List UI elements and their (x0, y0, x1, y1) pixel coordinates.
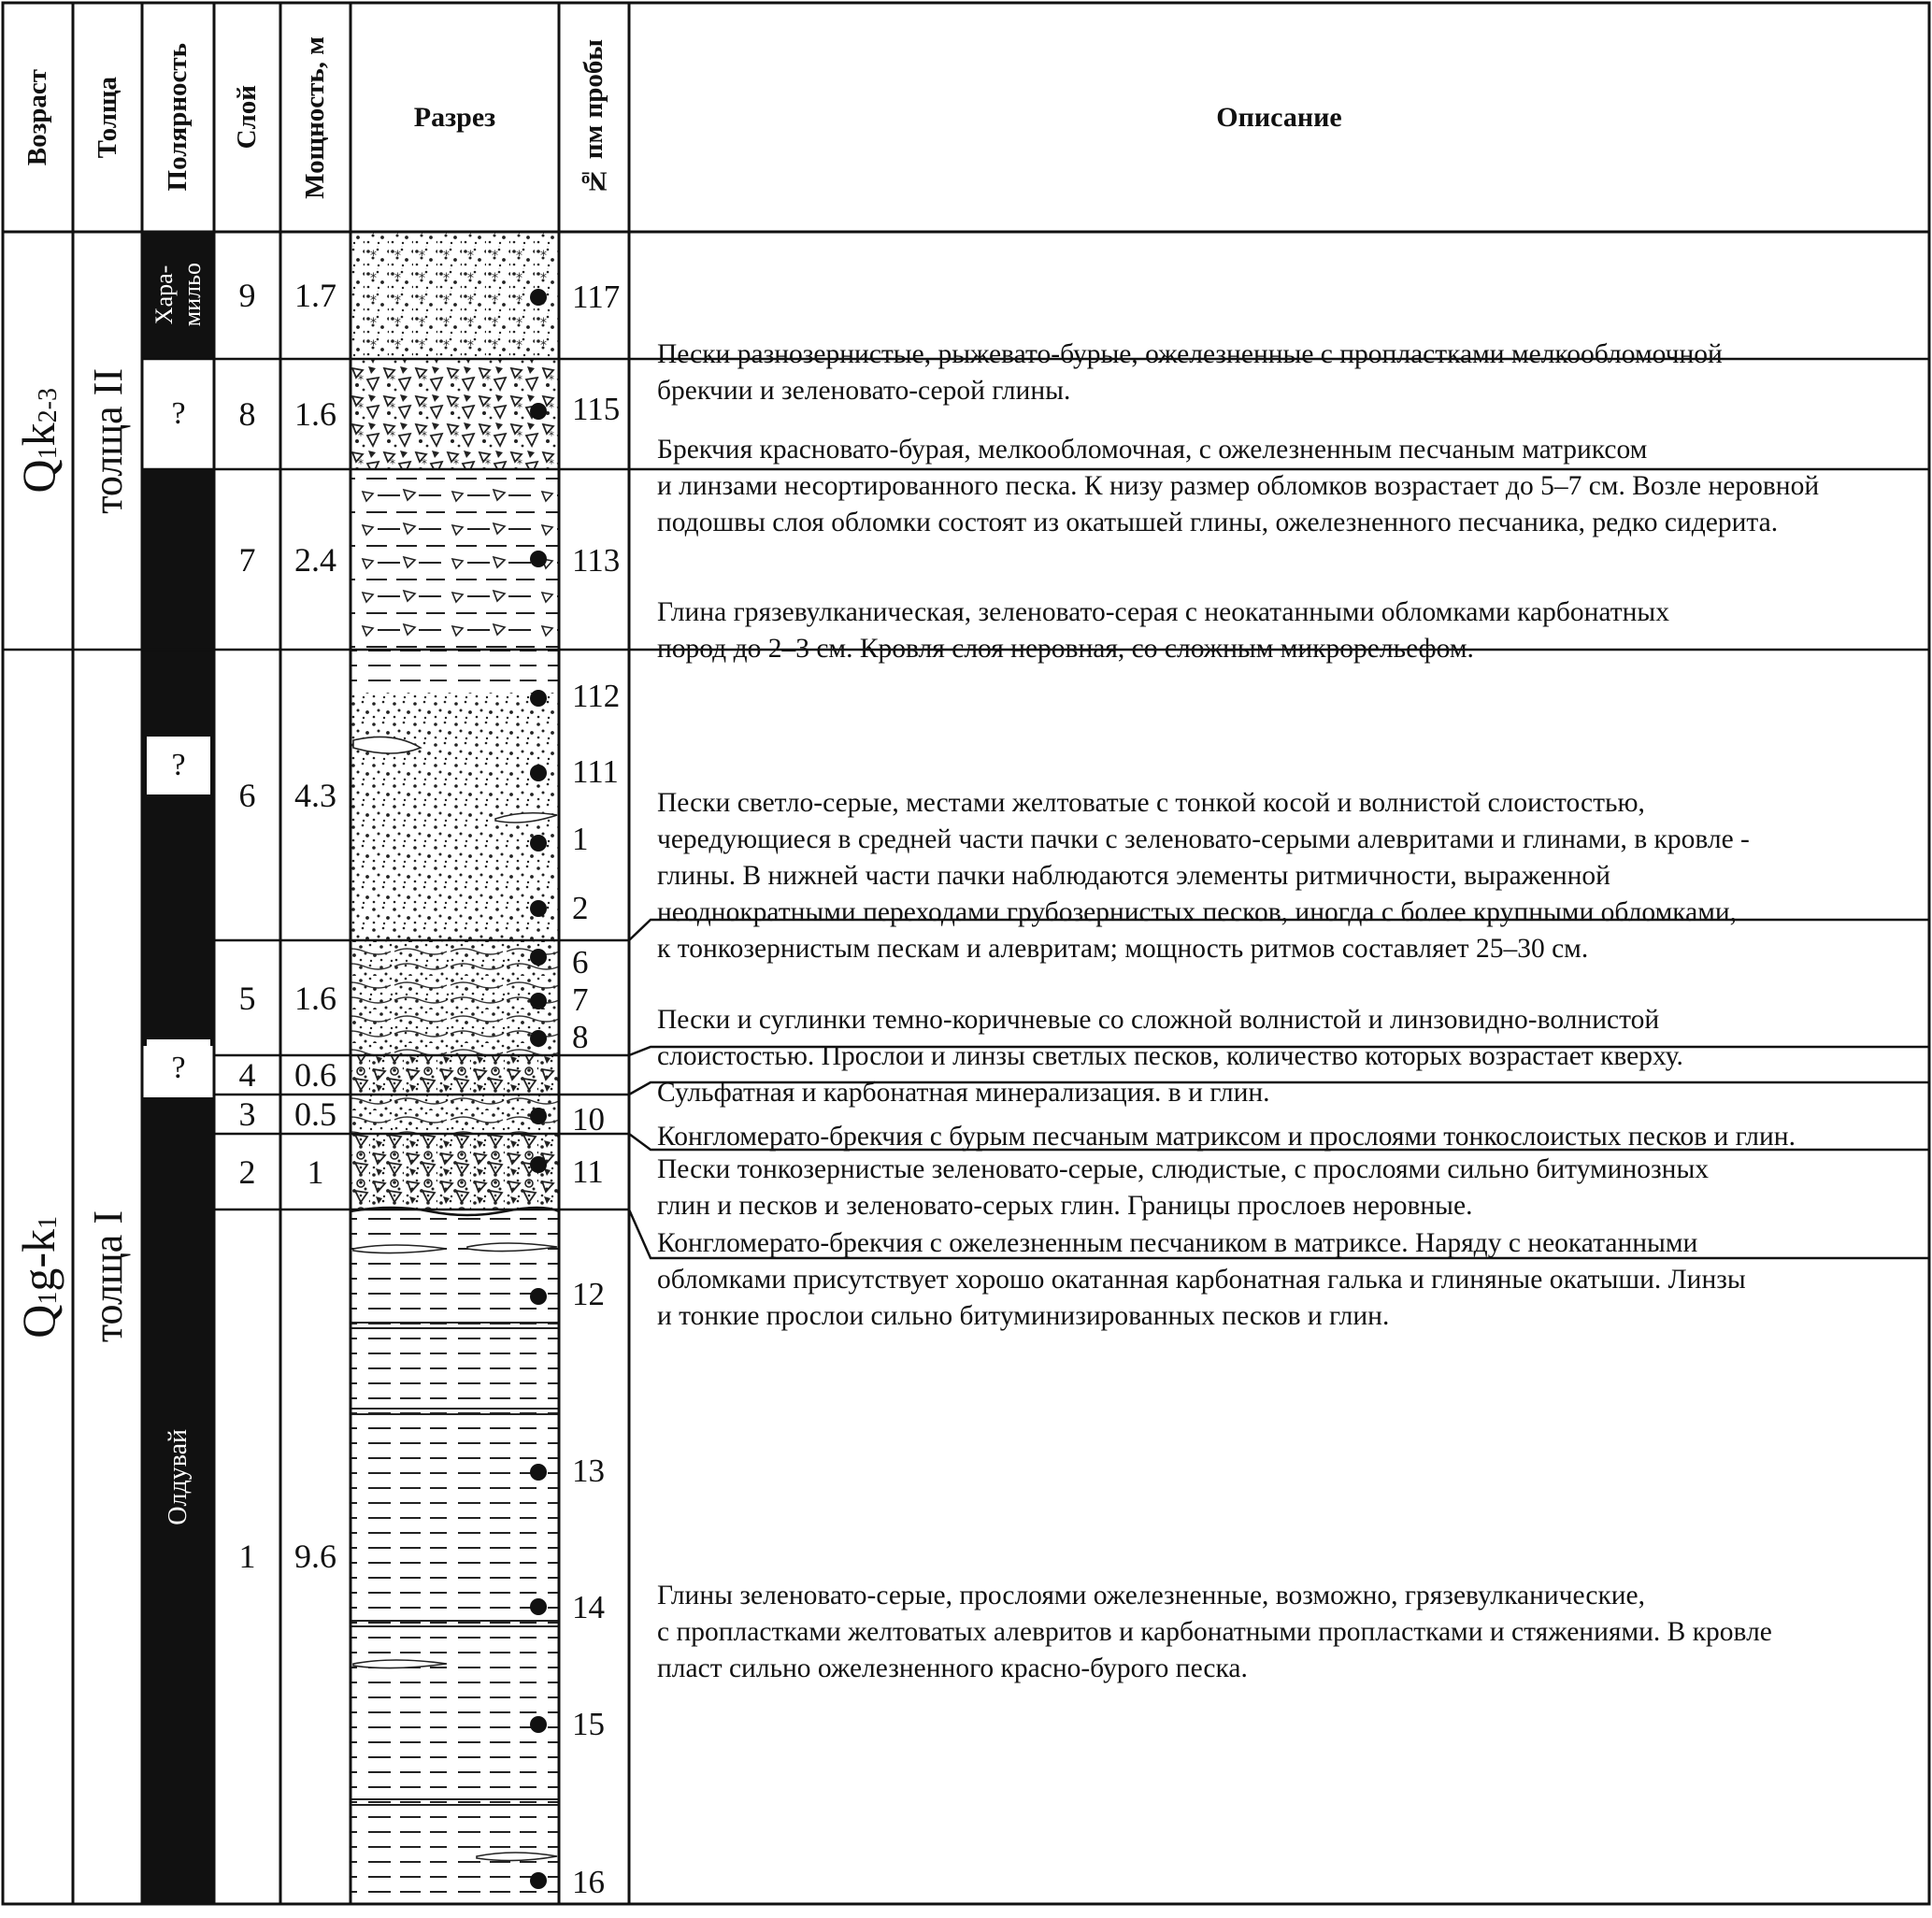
layer-number-4: 4 (238, 1056, 256, 1094)
description-layer-4: Конгломерато-брекчия с бурым песчаным матриксом и прослоями тонкослоистых песков и глин. (657, 1122, 1796, 1152)
layer-thickness-8: 1.6 (294, 395, 336, 433)
polarity-olduvai: Олдувай (163, 1428, 193, 1525)
sample-number: 10 (572, 1101, 605, 1138)
description-layer-9: Пески разнозернистые, рыжевато-бурые, ожелезненные с пропластками мелкообломочной брекчии и зеленовато-серой глины. (657, 339, 1723, 406)
layer-thickness-6: 4.3 (294, 776, 336, 814)
sample-number: 115 (572, 391, 621, 427)
layer-number-1: 1 (238, 1538, 256, 1575)
sample-number: 117 (572, 279, 621, 315)
layer-thickness-3: 0.5 (294, 1095, 336, 1133)
layer-thickness-7: 2.4 (294, 540, 336, 579)
description-layer-5: Пески и суглинки темно-коричневые со сложной волнистой и линзовидно-волнистой слоистостью. Прослои и линзы светлых песков, количество которых возрастает кверху. Сульфатная и карбонатная минерализация. в и глин. (657, 1005, 1683, 1108)
lithology-layer-2 (351, 1134, 559, 1209)
age-label-q1g-k1: $Q_1g-k_1$ (11, 1215, 64, 1338)
header-thickness: Мощность, м (300, 36, 330, 199)
layer-number-6: 6 (238, 776, 256, 814)
lithology-layer-7 (351, 469, 559, 650)
description-layer-1: Глины зеленовато-серые, прослоями ожелезненные, возможно, грязевулканические, с пропластками желтоватых алевритов и карбонатными пропластками и стяжениями. В кровле пласт сильно ожелезненного красно-бурого песка. (657, 1581, 1772, 1683)
sample-number: 15 (572, 1706, 605, 1742)
description-layer-8: Брекчия красновато-бурая, мелкообломочная, с ожелезненным песчаным матриксом и линзами несортированного песка. К низу размер обломков возрастает до 5–7 см. Возле неровной подошвы слоя обломки состоят из окатышей глины, ожелезненного песчаника, редко сидерита. (657, 435, 1820, 537)
lithology-layer-8 (351, 359, 559, 469)
polarity-unknown-3: ? (147, 1039, 210, 1097)
description-layer-6: Пески светло-серые, местами желтоватые с тонкой косой и волнистой слоистостью, чередующиеся в средней части пачки с зеленовато-серыми алевритами и глинами, в кровле - глины. В нижней части пачки наблюдаются элементы ритмичности, выраженной неоднократными переходами грубозернистых песков, иногда с более крупными обломками, к тонкозернистым пескам и алевритам; мощность ритмов составляет 25–30 см. (657, 788, 1750, 964)
lithology-layer-6-top (351, 650, 559, 693)
header-section: Разрез (413, 101, 496, 133)
unit-label-1: толща I (84, 1210, 131, 1343)
lithology-layer-5 (351, 940, 559, 1055)
header-description: Описание (1216, 101, 1342, 133)
lithology-layer-3 (351, 1095, 559, 1134)
unit-label-2: толща II (84, 367, 131, 514)
sample-number: 6 (572, 944, 589, 980)
header-age: Возраст (22, 68, 52, 166)
layer-number-3: 3 (238, 1095, 256, 1133)
description-layer-2: Конгломерато-брекчия с ожелезненным песчаником в матриксе. Наряду с неокатанными обломками присутствует хорошо окатанная карбонатная галька и глиняные окатыши. Линзы и тонкие прослои сильно битуминизированных песков и глин. (657, 1228, 1746, 1331)
age-label-q1k2-3: $Q_1k_{2-3}$ (11, 388, 64, 494)
sample-number: 112 (572, 678, 621, 714)
layer-number-5: 5 (238, 979, 256, 1017)
layer-thickness-5: 1.6 (294, 979, 336, 1017)
sample-number: 7 (572, 981, 589, 1018)
layer-thickness-2: 1 (307, 1152, 324, 1191)
sample-number: 16 (572, 1864, 605, 1900)
layer-thickness-4: 0.6 (294, 1056, 336, 1094)
description-layer-7: Глина грязевулканическая, зеленовато-серая с неокатанными обломками карбонатных пород до 2–3 см. Кровля слоя неровная, со сложным микрорельефом. (657, 597, 1670, 664)
sample-number: 113 (572, 542, 621, 579)
polarity-unknown-1: ? (147, 385, 210, 443)
header-layer: Слой (232, 85, 262, 150)
layer-thickness-1: 9.6 (294, 1538, 336, 1575)
sample-number: 12 (572, 1276, 605, 1312)
sample-number: 14 (572, 1589, 605, 1625)
header-sample: № пм пробы (579, 38, 608, 196)
layer-number-8: 8 (238, 395, 256, 433)
lithology-layer-4 (351, 1055, 559, 1095)
layer-number-9: 9 (238, 277, 256, 314)
polarity-jaramillo: Хара- мильо (150, 263, 206, 327)
layer-number-7: 7 (238, 540, 256, 579)
sample-number: 2 (572, 890, 589, 926)
sample-number: 1 (572, 821, 589, 857)
lithology-layer-9 (351, 232, 559, 359)
header-polarity: Полярность (163, 43, 193, 192)
header-unit: Толща (92, 76, 122, 159)
sample-number: 111 (572, 753, 619, 790)
polarity-unknown-2: ? (147, 737, 210, 794)
sample-number: 8 (572, 1019, 589, 1055)
description-layer-3: Пески тонкозернистые зеленовато-серые, слюдистые, с прослоями сильно битуминозных глин и песков и зеленовато-серых глин. Границы прослоев неровные. (657, 1154, 1710, 1221)
layer-number-2: 2 (238, 1152, 256, 1191)
layer-thickness-9: 1.7 (294, 277, 336, 314)
sample-number: 11 (572, 1153, 604, 1190)
sample-number: 13 (572, 1453, 605, 1489)
